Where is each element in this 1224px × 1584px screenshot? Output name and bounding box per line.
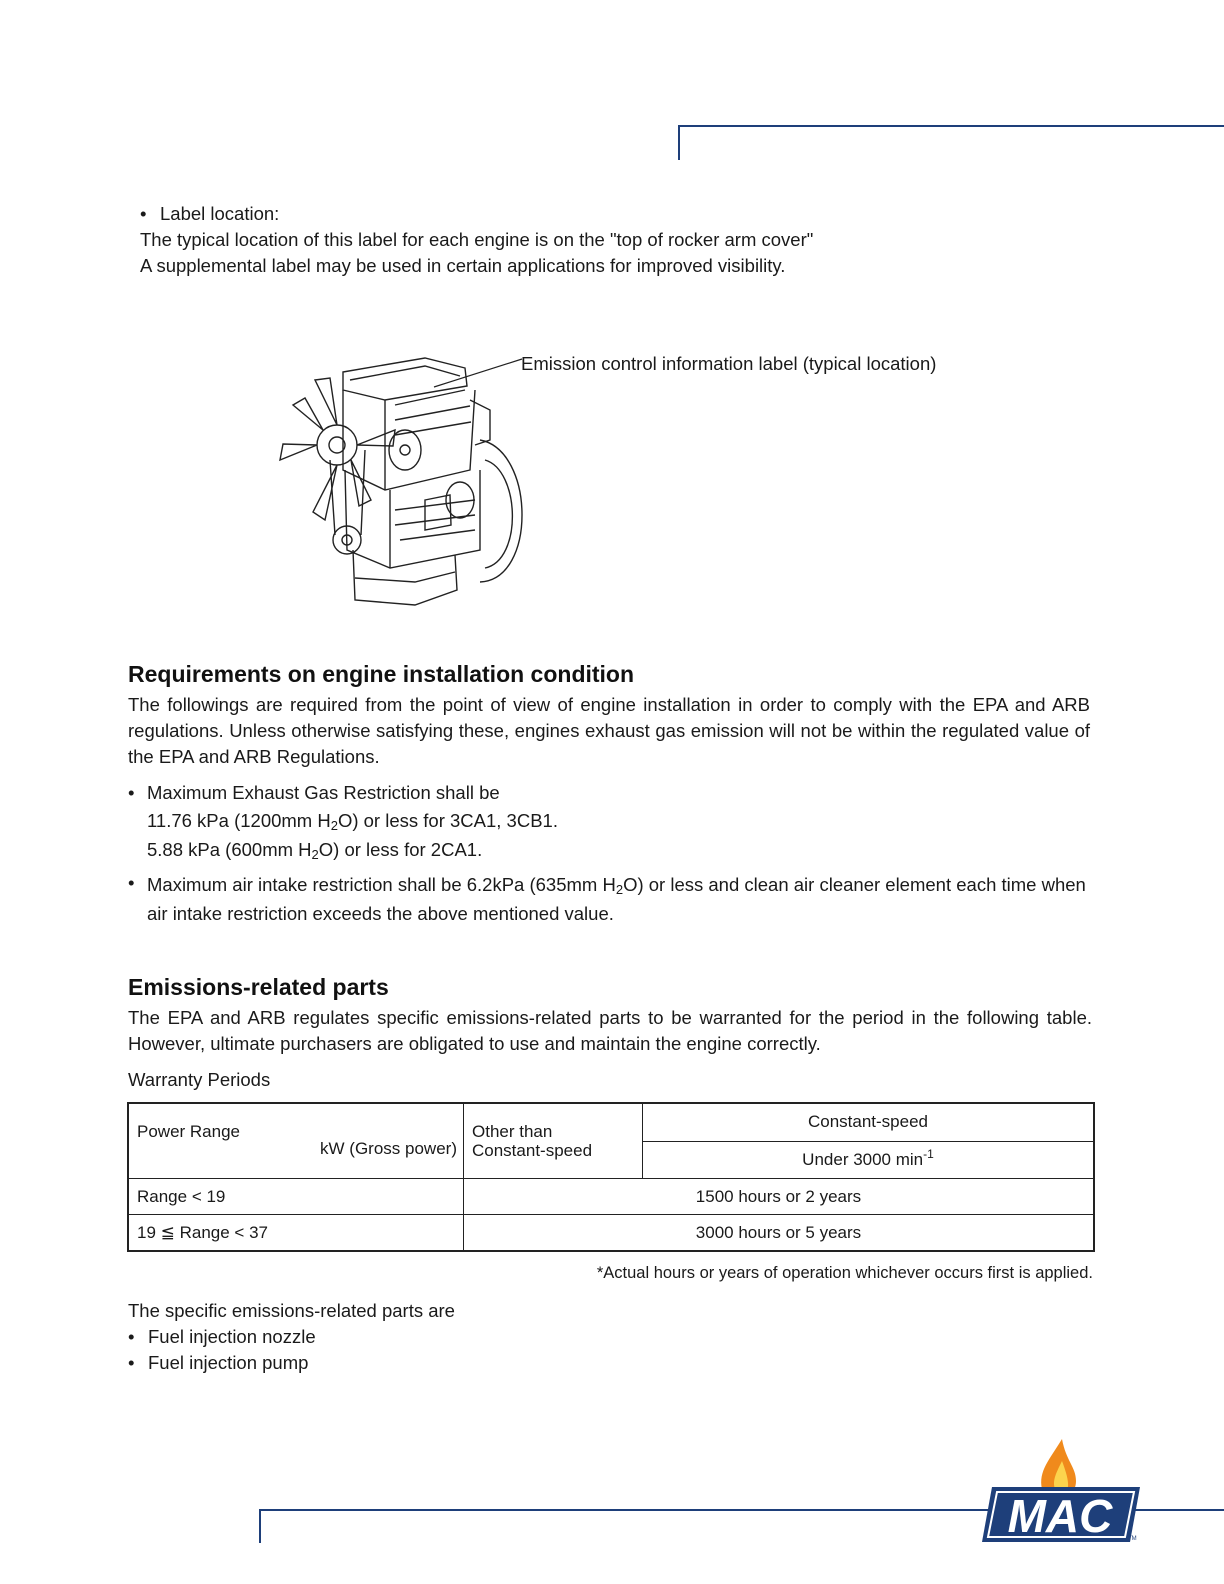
list-item: • Maximum Exhaust Gas Restriction shall be 11.76 kPa (1200mm $H_2O$) or less for 3CA1, 3CB1. 5.88 kPa (600mm $H_2O$) or less for 2CA1. [128, 782, 558, 862]
header-rule [679, 125, 1224, 127]
table-row [128, 1179, 1094, 1215]
parts-intro: The specific emissions-related parts are [128, 1300, 455, 1321]
list-item: • Fuel injection nozzle [128, 1326, 316, 1347]
item1-a: 11.76 kPa (1200mm $H_2O$) or less for 3CA1, 3CB1. [147, 810, 558, 833]
warranty-table [127, 1102, 1095, 1252]
warranty-table-title: Warranty Periods [128, 1069, 271, 1090]
list-item: • Maximum air intake restriction shall be 6.2kPa (635mm $H_2O$) or less and clean air cleaner element each time when air intake restriction exceeds the above mentioned value. [128, 872, 1086, 924]
requirements-paragraph: The followings are required from the point of view of engine installation in order to comply with the EPA and ARB regulations. Unless otherwise satisfying these, engines exhaust gas emission will not be within the regulated value of the EPA and ARB Regulations. [128, 694, 1090, 767]
range-cell: 19 ≦ Range < 37 [128, 1215, 464, 1252]
power-range-header: Power Range kW (Gross power) [128, 1103, 464, 1179]
label-location-block [140, 201, 1040, 279]
range-cell: Range < 19 [128, 1179, 464, 1215]
logo-tm: TM [1128, 1536, 1137, 1542]
label-location-line2: A supplemental label may be used in certain applications for improved visibility. [140, 255, 786, 276]
mac-logo [980, 1437, 1145, 1547]
requirements-heading: Requirements on engine installation condition [128, 661, 635, 687]
period-cell: 3000 hours or 5 years [464, 1215, 1095, 1252]
item1-b: 5.88 kPa (600mm $H_2O$) or less for 2CA1. [147, 839, 483, 862]
emissions-heading: Emissions-related parts [128, 974, 389, 1000]
table-footnote: *Actual hours or years of operation whichever occurs first is applied. [596, 1264, 1093, 1282]
period-cell: 1500 hours or 2 years [464, 1179, 1095, 1215]
logo-text: MAC [1007, 1490, 1113, 1542]
label-location-line1: The typical location of this label for each engine is on the "top of rocker arm cover" [140, 229, 814, 250]
other-than-constant-speed-header: Other than Constant-speed [464, 1103, 643, 1179]
list-item: • Fuel injection pump [128, 1352, 309, 1373]
table-row [128, 1215, 1094, 1252]
parts-list [128, 1298, 455, 1376]
emissions-paragraph: The EPA and ARB regulates specific emissions-related parts to be warranted for the period in the following table. However, ultimate purchasers are obligated to use and maintain the engine correctly. [128, 1007, 1092, 1054]
header-rule-tick [678, 125, 680, 160]
callout-leader-line [430, 355, 530, 395]
footer-rule-tick [259, 1509, 261, 1543]
requirements-list [128, 780, 1098, 934]
constant-speed-header: Constant-speed [643, 1103, 1095, 1141]
item1-intro: Maximum Exhaust Gas Restriction shall be [147, 782, 500, 803]
label-callout: Emission control information label (typical location) [521, 353, 937, 374]
label-location-title: • Label location: [140, 203, 280, 224]
under-3000-header: Under 3000 $\min^{-1}$ [643, 1141, 1095, 1179]
